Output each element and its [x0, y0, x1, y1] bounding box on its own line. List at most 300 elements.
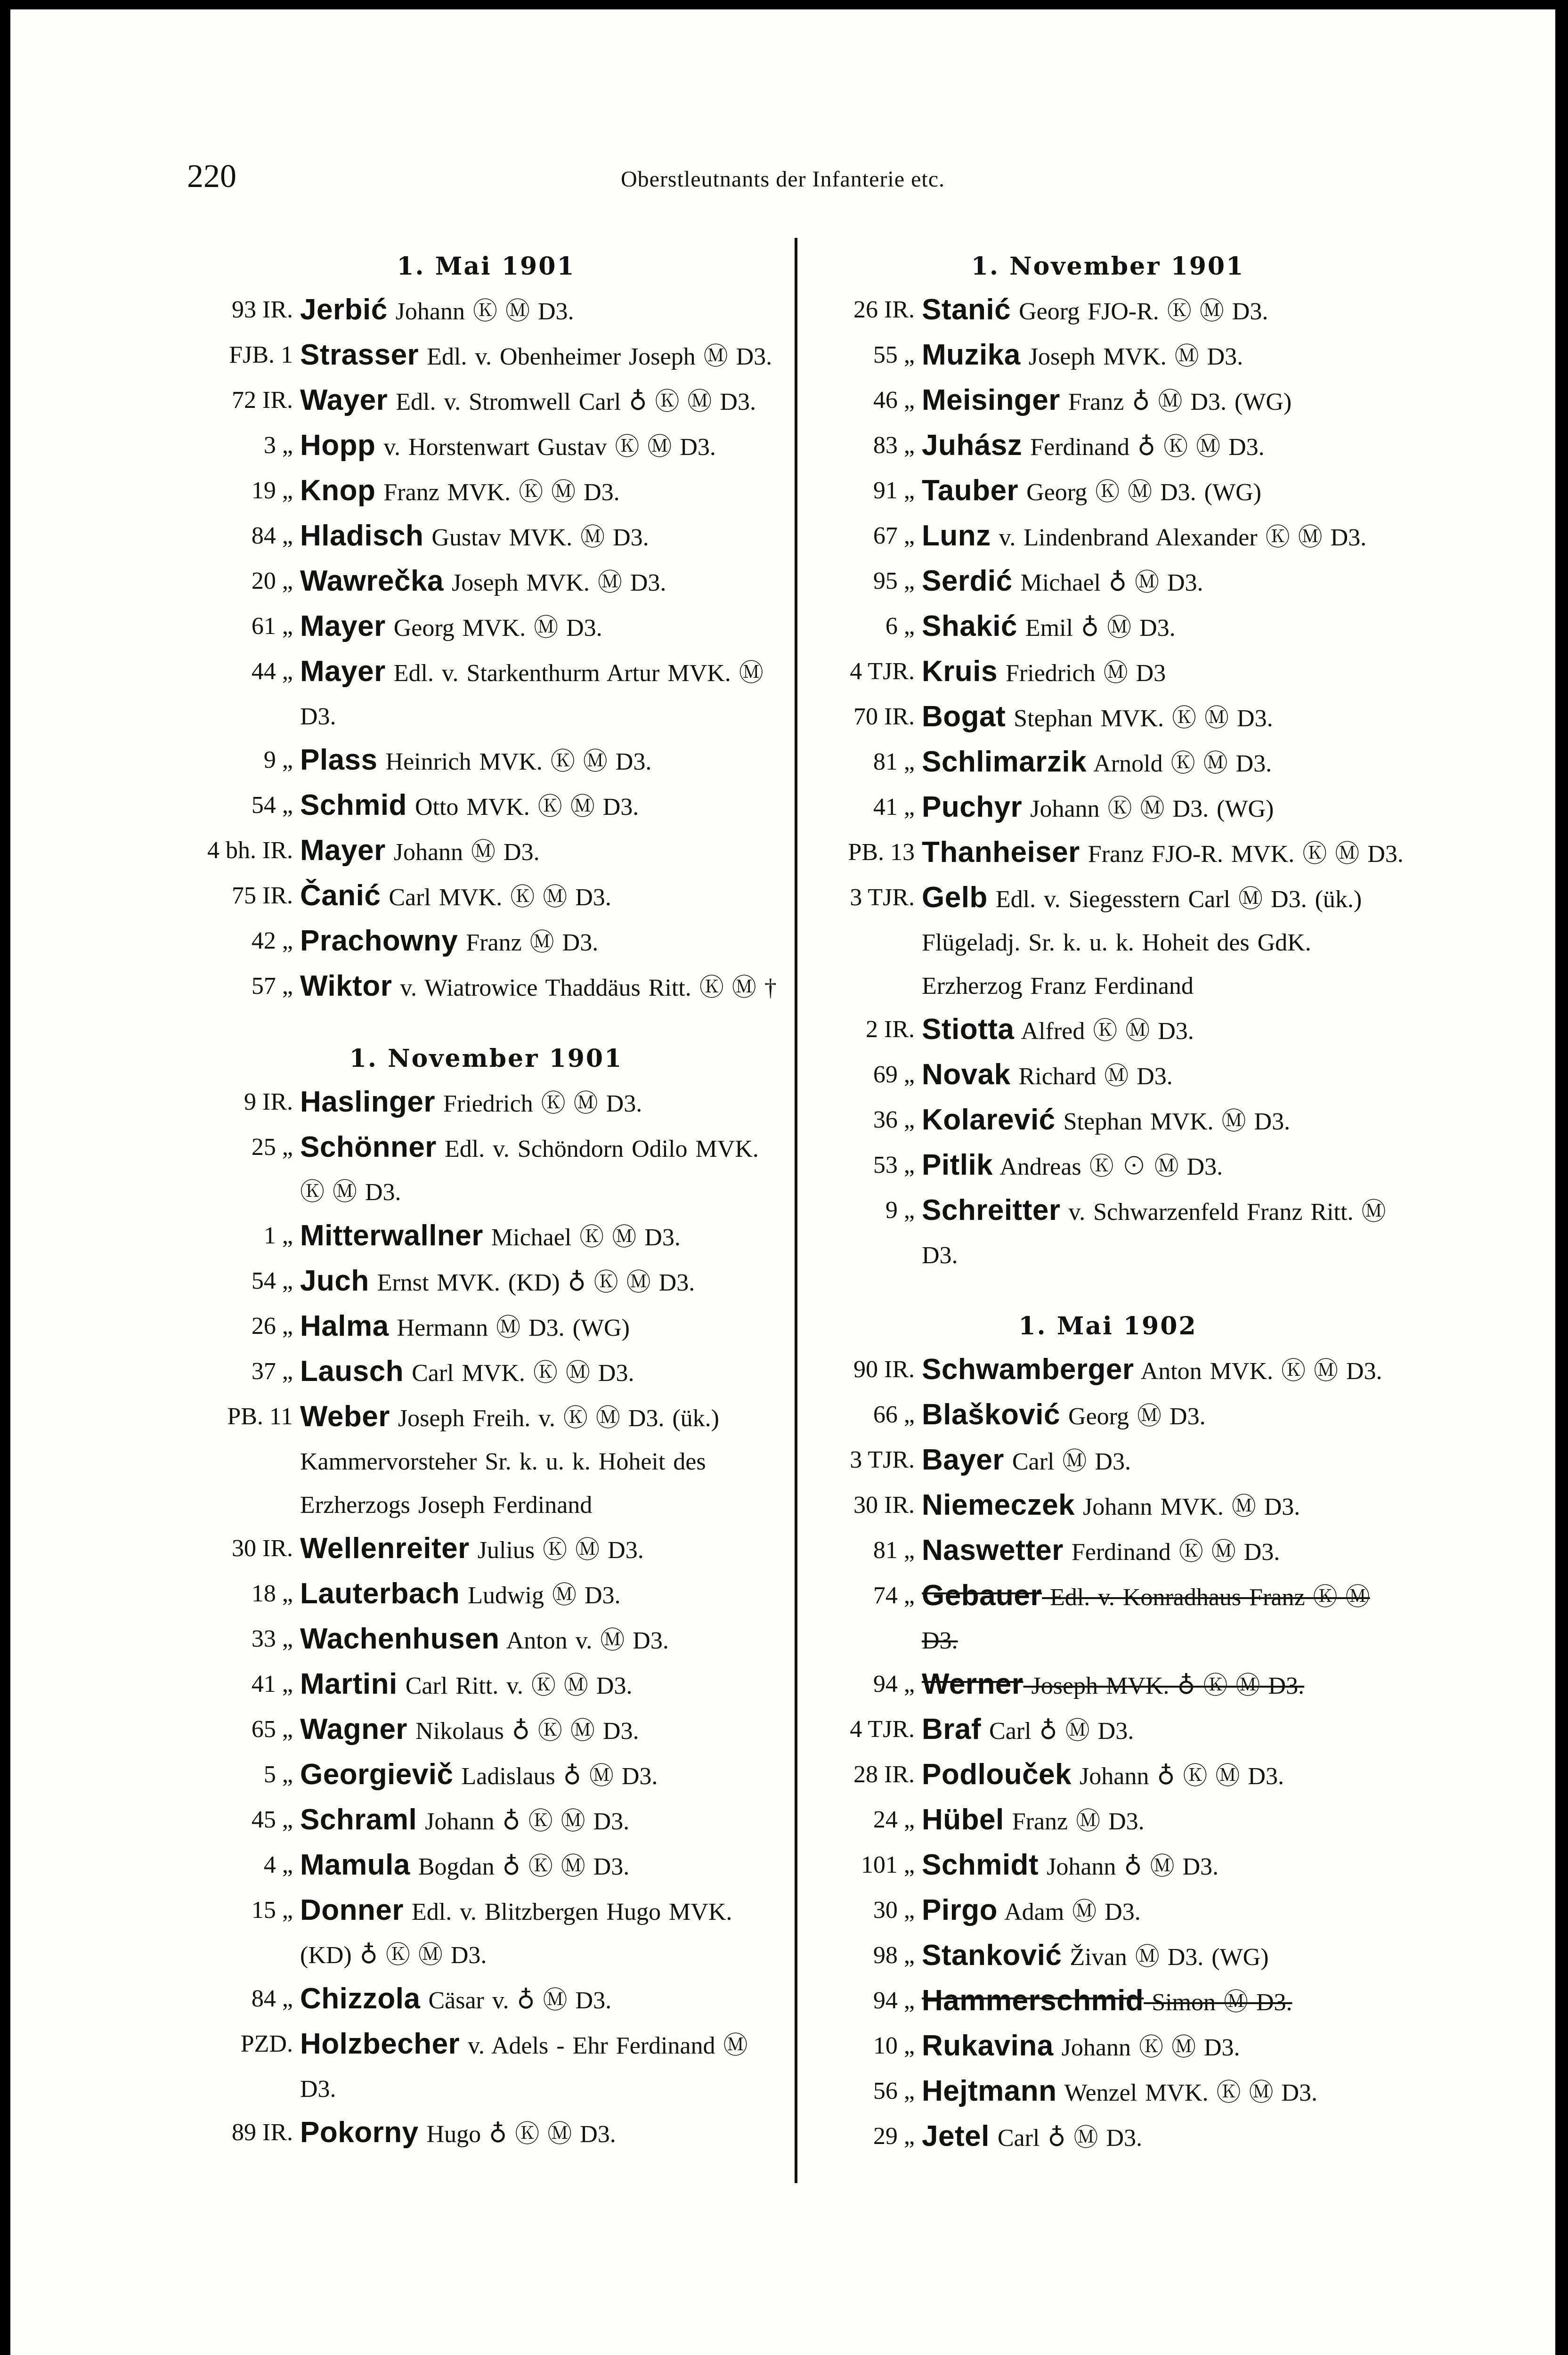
entry-text	[300, 1080, 790, 1126]
officer-entry	[182, 379, 790, 424]
entry-text	[922, 514, 1412, 560]
officer-surname: Hladisch	[300, 520, 424, 552]
officer-surname: Niemeczek	[922, 1489, 1075, 1521]
officer-details: v. Horstenwart Gustav Ⓚ Ⓜ D3.	[383, 434, 716, 461]
regiment-unit: 101 „	[861, 1852, 915, 1878]
officer-details: Edl. v. Schöndorn Odilo MVK. Ⓚ Ⓜ D3.	[300, 1136, 759, 1206]
officer-details: v. Adels - Ehr Ferdinand Ⓜ D3.	[300, 2032, 748, 2103]
officer-surname: Juhász	[922, 429, 1023, 462]
regiment-unit: 26 „	[251, 1313, 293, 1340]
section-heading: 1. November 1901	[349, 1044, 623, 1073]
officer-details: Friedrich Ⓚ Ⓜ D3.	[443, 1090, 642, 1117]
officer-entry	[804, 1189, 1412, 1277]
regiment-unit: 54 „	[251, 1267, 293, 1294]
officer-entry	[804, 740, 1412, 786]
officer-entry	[804, 1843, 1412, 1889]
entry-text	[922, 2070, 1412, 2115]
officer-surname: Strasser	[300, 339, 419, 371]
officer-entry	[804, 2070, 1412, 2115]
officer-entry	[804, 695, 1412, 740]
officer-details: Ferdinand ♁ Ⓚ Ⓜ D3.	[1030, 434, 1265, 461]
regiment-unit: 20 „	[251, 568, 293, 594]
entry-text	[922, 1438, 1412, 1484]
officer-entry	[804, 1484, 1412, 1529]
officer-entry	[182, 1617, 790, 1663]
officer-entry	[182, 1395, 790, 1527]
entry-text	[300, 1572, 790, 1617]
officer-surname: Stanković	[922, 1939, 1062, 1972]
officer-surname: Jetel	[922, 2120, 990, 2152]
officer-details: Anton MVK. Ⓚ Ⓜ D3.	[1140, 1358, 1382, 1385]
officer-details: Edl. v. Siegesstern Carl Ⓜ D3. (ük.) Flügeladj. Sr. k. u. k. Hoheit des GdK. Erzherzog Franz Ferdinand	[922, 886, 1362, 999]
officer-details: Arnold Ⓚ Ⓜ D3.	[1093, 750, 1272, 777]
officer-details: Joseph MVK. ♁ Ⓚ Ⓜ D3.	[1031, 1673, 1305, 1699]
officer-details: Stephan MVK. Ⓜ D3.	[1063, 1108, 1291, 1135]
document-page	[10, 9, 1555, 2355]
section-heading: 1. Mai 1901	[397, 252, 576, 281]
officer-details: Carl ♁ Ⓜ D3.	[997, 2125, 1142, 2152]
officer-surname: Gelb	[922, 881, 988, 914]
running-title: Oberstleutnants der Infanterie etc.	[620, 167, 945, 192]
entry-text	[922, 1393, 1412, 1438]
officer-surname: Plass	[300, 744, 378, 776]
officer-entry	[182, 919, 790, 965]
officer-details: Franz FJO-R. MVK. Ⓚ Ⓜ D3.	[1088, 841, 1404, 868]
officer-details: Wenzel MVK. Ⓚ Ⓜ D3.	[1064, 2079, 1318, 2106]
officer-details: Johann ♁ Ⓚ Ⓜ D3.	[1080, 1763, 1284, 1790]
officer-surname: Blašković	[922, 1398, 1061, 1431]
entry-text	[300, 1889, 790, 1977]
officer-details: Carl ♁ Ⓜ D3.	[989, 1718, 1134, 1745]
entry-text	[300, 1395, 790, 1527]
entry-text	[922, 1053, 1412, 1098]
officer-entry	[804, 1798, 1412, 1843]
entry-text	[922, 424, 1412, 469]
entry-text	[922, 695, 1412, 740]
entry-text	[922, 1663, 1412, 1708]
entry-text	[300, 1798, 790, 1843]
entry-text	[922, 2115, 1412, 2160]
regiment-unit: 18 „	[251, 1580, 293, 1607]
officer-surname: Kruis	[922, 655, 998, 688]
officer-details: Georg FJO-R. Ⓚ Ⓜ D3.	[1019, 298, 1268, 325]
officer-surname: Werner	[922, 1668, 1024, 1700]
officer-details: Georg Ⓜ D3.	[1068, 1403, 1206, 1430]
regiment-unit: 94 „	[873, 1671, 915, 1697]
officer-entry	[804, 1663, 1412, 1708]
officer-entry	[804, 1708, 1412, 1753]
officer-entry	[804, 605, 1412, 650]
officer-entry	[182, 829, 790, 874]
officer-surname: Wagner	[300, 1713, 408, 1746]
officer-entry	[182, 605, 790, 650]
officer-entry	[182, 333, 790, 379]
officer-details: Ernst MVK. (KD) ♁ Ⓚ Ⓜ D3.	[377, 1269, 695, 1296]
officer-surname: Wellenreiter	[300, 1532, 470, 1565]
regiment-unit: 4 TJR.	[850, 658, 915, 685]
regiment-unit: 57 „	[251, 973, 293, 999]
entry-text	[300, 1617, 790, 1663]
officer-surname: Muzika	[922, 339, 1021, 371]
officer-entry	[804, 379, 1412, 424]
officer-details: Joseph MVK. Ⓜ D3.	[451, 569, 666, 596]
officer-surname: Stiotta	[922, 1013, 1015, 1046]
regiment-unit: 10 „	[873, 2032, 915, 2059]
officer-surname: Mamula	[300, 1849, 410, 1881]
officer-entry	[182, 1889, 790, 1977]
officer-surname: Pokorny	[300, 2116, 419, 2149]
officer-details: Johann MVK. Ⓜ D3.	[1083, 1494, 1300, 1520]
regiment-unit: 26 IR.	[853, 296, 915, 323]
entry-text	[300, 379, 790, 424]
entry-text	[922, 469, 1412, 514]
regiment-unit: 24 „	[873, 1806, 915, 1833]
entry-text	[922, 876, 1412, 1008]
entry-text	[922, 1753, 1412, 1798]
regiment-unit: 28 IR.	[853, 1761, 915, 1788]
regiment-unit: 53 „	[873, 1152, 915, 1178]
entry-text	[300, 2022, 790, 2111]
regiment-unit: 1 „	[263, 1222, 293, 1249]
officer-surname: Martini	[300, 1668, 398, 1700]
officer-details: Alfred Ⓚ Ⓜ D3.	[1021, 1018, 1194, 1045]
regiment-unit: 83 „	[873, 432, 915, 459]
entry-text	[300, 829, 790, 874]
entry-text	[922, 333, 1412, 379]
officer-entry	[182, 560, 790, 605]
regiment-unit: 2 IR.	[866, 1016, 915, 1043]
entry-text	[922, 1798, 1412, 1843]
regiment-unit: 94 „	[873, 1987, 915, 2014]
regiment-unit: 54 „	[251, 792, 293, 819]
officer-entry	[182, 1259, 790, 1305]
officer-details: Carl MVK. Ⓚ Ⓜ D3.	[389, 884, 611, 911]
officer-surname: Schlimarzik	[922, 746, 1087, 778]
officer-details: Joseph MVK. Ⓜ D3.	[1028, 343, 1243, 370]
officer-entry	[182, 288, 790, 333]
officer-surname: Holzbecher	[300, 2028, 460, 2060]
officer-details: Friedrich Ⓜ D3	[1005, 660, 1166, 687]
officer-surname: Hejtmann	[922, 2075, 1057, 2107]
entry-text	[922, 2024, 1412, 2070]
officer-details: Heinrich MVK. Ⓚ Ⓜ D3.	[385, 748, 652, 775]
officer-surname: Hübel	[922, 1803, 1004, 1836]
regiment-unit: 81 „	[873, 748, 915, 775]
regiment-unit: 84 „	[251, 1985, 293, 2012]
officer-details: Adam Ⓜ D3.	[1004, 1899, 1141, 1925]
entry-text	[922, 379, 1412, 424]
regiment-unit: 15 „	[251, 1897, 293, 1924]
officer-entry	[182, 1214, 790, 1259]
entry-text	[922, 1889, 1412, 1934]
officer-surname: Georgievič	[300, 1758, 454, 1791]
officer-details: Joseph Freih. v. Ⓚ Ⓜ D3. (ük.) Kammervorsteher Sr. k. u. k. Hoheit des Erzherzogs Joseph Ferdinand	[300, 1405, 720, 1519]
entry-text	[922, 740, 1412, 786]
officer-details: Stephan MVK. Ⓚ Ⓜ D3.	[1014, 705, 1273, 732]
officer-entry	[182, 739, 790, 784]
officer-details: Georg MVK. Ⓜ D3.	[393, 615, 602, 642]
officer-entry	[804, 876, 1412, 1008]
officer-entry	[804, 1934, 1412, 1979]
officer-details: Edl. v. Starkenthurm Artur MVK. Ⓜ D3.	[300, 660, 764, 730]
entry-text	[922, 831, 1412, 876]
officer-surname: Shakić	[922, 610, 1017, 642]
entry-text	[300, 424, 790, 469]
officer-entry	[804, 1889, 1412, 1934]
section-gap	[804, 1277, 1412, 1305]
officer-surname: Weber	[300, 1400, 390, 1433]
officer-entry	[804, 1098, 1412, 1144]
section-gap	[182, 1010, 790, 1037]
page-header	[10, 158, 1555, 210]
officer-surname: Wiktor	[300, 970, 392, 1002]
officer-details: Emil ♁ Ⓜ D3.	[1025, 615, 1176, 642]
officer-entry	[182, 874, 790, 919]
regiment-unit: 3 „	[263, 432, 293, 459]
officer-entry	[804, 2024, 1412, 2070]
officer-surname: Rukavina	[922, 2030, 1054, 2062]
officer-details: Simon Ⓜ D3.	[1152, 1989, 1292, 2016]
entry-text	[922, 605, 1412, 650]
officer-entry	[804, 1438, 1412, 1484]
officer-surname: Bayer	[922, 1444, 1004, 1476]
officer-surname: Schwamberger	[922, 1353, 1134, 1386]
regiment-unit: 41 „	[251, 1671, 293, 1697]
officer-entry	[804, 1529, 1412, 1574]
officer-details: Johann ♁ Ⓜ D3.	[1047, 1853, 1219, 1880]
section-heading: 1. November 1901	[971, 252, 1245, 281]
officer-details: Edl. v. Obenheimer Joseph Ⓜ D3.	[427, 343, 772, 370]
regiment-unit: 93 IR.	[232, 296, 293, 323]
officer-surname: Mitterwallner	[300, 1219, 483, 1252]
regiment-unit: 29 „	[873, 2123, 915, 2150]
officer-entry	[182, 424, 790, 469]
regiment-unit: 45 „	[251, 1806, 293, 1833]
entry-text	[300, 965, 790, 1010]
entry-text	[922, 1574, 1412, 1663]
officer-entry	[182, 1572, 790, 1617]
officer-surname: Knop	[300, 474, 376, 507]
regiment-unit: 98 „	[873, 1942, 915, 1969]
entry-text	[300, 874, 790, 919]
entry-text	[300, 560, 790, 605]
officer-details: Ferdinand Ⓚ Ⓜ D3.	[1071, 1539, 1280, 1566]
officer-details: Edl. v. Konradhaus Franz Ⓚ Ⓜ D3.	[922, 1584, 1370, 1654]
entry-text	[300, 919, 790, 965]
regiment-unit: 9 „	[263, 747, 293, 773]
entry-text	[300, 650, 790, 739]
officer-entry	[182, 650, 790, 739]
officer-surname: Hopp	[300, 429, 376, 462]
officer-details: Otto MVK. Ⓚ Ⓜ D3.	[414, 794, 639, 820]
officer-details: Johann Ⓚ Ⓜ D3. (WG)	[1030, 796, 1274, 822]
officer-entry	[804, 1753, 1412, 1798]
regiment-unit: 46 „	[873, 387, 915, 414]
officer-details: Carl Ritt. v. Ⓚ Ⓜ D3.	[405, 1673, 633, 1699]
regiment-unit: 95 „	[873, 568, 915, 594]
regiment-unit: 66 „	[873, 1401, 915, 1428]
officer-details: Edl. v. Stromwell Carl ♁ Ⓚ Ⓜ D3.	[396, 389, 756, 415]
regiment-unit: PZD.	[240, 2030, 293, 2057]
regiment-unit: 42 „	[251, 927, 293, 954]
officer-entry	[182, 1798, 790, 1843]
regiment-unit: 25 „	[251, 1134, 293, 1161]
regiment-unit: 70 IR.	[853, 703, 915, 730]
officer-surname: Lausch	[300, 1355, 404, 1388]
officer-entry	[182, 1527, 790, 1572]
entry-text	[922, 1144, 1412, 1189]
officer-details: Andreas Ⓚ ⊙ Ⓜ D3.	[999, 1153, 1223, 1180]
entry-text	[922, 1708, 1412, 1753]
officer-surname: Haslinger	[300, 1086, 436, 1118]
officer-details: Franz Ⓜ D3.	[466, 929, 599, 956]
regiment-unit: PB. 11	[227, 1403, 293, 1430]
regiment-unit: 91 „	[873, 477, 915, 504]
officer-details: Hermann Ⓜ D3. (WG)	[397, 1315, 630, 1341]
officer-entry	[804, 469, 1412, 514]
entry-text	[922, 1979, 1412, 2024]
regiment-unit: 6 „	[885, 613, 915, 640]
regiment-unit: 55 „	[873, 341, 915, 368]
regiment-unit: 5 „	[263, 1761, 293, 1788]
entry-text	[922, 1843, 1412, 1889]
officer-surname: Naswetter	[922, 1534, 1064, 1567]
entry-text	[300, 739, 790, 784]
officer-surname: Stanić	[922, 293, 1011, 326]
officer-entry	[804, 1348, 1412, 1393]
officer-details: Michael Ⓚ Ⓜ D3.	[491, 1224, 681, 1251]
officer-details: Edl. v. Blitzbergen Hugo MVK. (KD) ♁ Ⓚ Ⓜ D3.	[300, 1899, 732, 1969]
officer-details: Anton v. Ⓜ D3.	[506, 1627, 669, 1654]
officer-entry	[182, 2022, 790, 2111]
regiment-unit: 75 IR.	[232, 882, 293, 909]
officer-entry	[182, 1753, 790, 1798]
officer-entry	[804, 333, 1412, 379]
entry-text	[300, 1350, 790, 1395]
officer-entry	[804, 1144, 1412, 1189]
officer-surname: Kolarević	[922, 1104, 1056, 1136]
officer-entry	[804, 831, 1412, 876]
officer-details: Gustav MVK. Ⓜ D3.	[431, 524, 649, 551]
officer-details: Franz MVK. Ⓚ Ⓜ D3.	[383, 479, 620, 506]
section-heading: 1. Mai 1902	[1018, 1312, 1197, 1340]
officer-entry	[804, 2115, 1412, 2160]
officer-details: Julius Ⓚ Ⓜ D3.	[477, 1537, 644, 1564]
officer-entry	[182, 1126, 790, 1214]
regiment-unit: 30 „	[873, 1897, 915, 1924]
officer-entry	[804, 1393, 1412, 1438]
entry-text	[300, 784, 790, 829]
officer-entry	[804, 1008, 1412, 1053]
entry-text	[300, 605, 790, 650]
officer-details: Carl Ⓜ D3.	[1012, 1448, 1131, 1475]
officer-surname: Wachenhusen	[300, 1623, 500, 1655]
officer-surname: Mayer	[300, 610, 386, 642]
officer-surname: Lunz	[922, 520, 991, 552]
entry-text	[300, 2111, 790, 2156]
officer-details: v. Schwarzenfeld Franz Ritt. Ⓜ D3.	[922, 1199, 1386, 1269]
officer-entry	[182, 1350, 790, 1395]
officer-entry	[182, 469, 790, 514]
officer-entry	[804, 650, 1412, 695]
officer-surname: Wayer	[300, 384, 388, 416]
officer-surname: Hammerschmid	[922, 1984, 1144, 2017]
officer-surname: Serdić	[922, 565, 1013, 597]
regiment-unit: 89 IR.	[232, 2119, 293, 2146]
entry-text	[300, 1708, 790, 1753]
regiment-unit: PB. 13	[848, 839, 915, 866]
regiment-unit: 81 „	[873, 1537, 915, 1564]
regiment-unit: 72 IR.	[232, 387, 293, 414]
officer-surname: Schmidt	[922, 1849, 1039, 1881]
entry-text	[922, 1189, 1412, 1277]
entry-text	[300, 1305, 790, 1350]
officer-surname: Tauber	[922, 474, 1019, 507]
entry-text	[300, 288, 790, 333]
officer-details: v. Lindenbrand Alexander Ⓚ Ⓜ D3.	[999, 524, 1367, 551]
officer-surname: Juch	[300, 1265, 369, 1297]
entry-text	[922, 650, 1412, 695]
entry-text	[300, 333, 790, 379]
regiment-unit: 3 TJR.	[850, 1446, 915, 1473]
officer-entry	[182, 1843, 790, 1889]
column-divider	[795, 238, 797, 2183]
regiment-unit: 4 bh. IR.	[207, 837, 293, 864]
regiment-unit: 74 „	[873, 1582, 915, 1609]
officer-surname: Prachowny	[300, 925, 458, 957]
officer-entry	[182, 784, 790, 829]
regiment-unit: 30 IR.	[232, 1535, 293, 1562]
officer-details: Hugo ♁ Ⓚ Ⓜ D3.	[426, 2121, 616, 2148]
officer-entry	[804, 514, 1412, 560]
regiment-unit: 36 „	[873, 1106, 915, 1133]
entry-text	[300, 1663, 790, 1708]
officer-surname: Schönner	[300, 1131, 437, 1163]
entry-text	[922, 1529, 1412, 1574]
entry-text	[300, 469, 790, 514]
officer-details: Carl MVK. Ⓚ Ⓜ D3.	[412, 1360, 634, 1387]
entry-text	[300, 1214, 790, 1259]
regiment-unit: 41 „	[873, 794, 915, 820]
officer-surname: Mayer	[300, 655, 386, 688]
officer-details: Ludwig Ⓜ D3.	[468, 1582, 621, 1609]
officer-entry	[804, 1979, 1412, 2024]
officer-details: Michael ♁ Ⓜ D3.	[1020, 569, 1203, 596]
officer-entry	[182, 1663, 790, 1708]
officer-surname: Donner	[300, 1894, 404, 1926]
entry-text	[922, 560, 1412, 605]
entry-text	[300, 1126, 790, 1214]
officer-details: Johann ♁ Ⓚ Ⓜ D3.	[425, 1808, 630, 1835]
entry-text	[922, 1098, 1412, 1144]
officer-details: Nikolaus ♁ Ⓚ Ⓜ D3.	[415, 1718, 639, 1745]
officer-details: Franz ♁ Ⓜ D3. (WG)	[1068, 389, 1292, 415]
regiment-unit: 65 „	[251, 1716, 293, 1743]
officer-details: Ladislaus ♁ Ⓜ D3.	[461, 1763, 658, 1790]
regiment-unit: 44 „	[251, 658, 293, 685]
regiment-unit: 33 „	[251, 1625, 293, 1652]
entry-text	[300, 1753, 790, 1798]
right-column	[804, 245, 1412, 2160]
regiment-unit: FJB. 1	[229, 341, 293, 368]
regiment-unit: 61 „	[251, 613, 293, 640]
regiment-unit: 3 TJR.	[850, 884, 915, 911]
officer-entry	[804, 1574, 1412, 1663]
officer-entry	[182, 514, 790, 560]
regiment-unit: 4 „	[263, 1852, 293, 1878]
regiment-unit: 9 IR.	[244, 1088, 293, 1115]
officer-entry	[804, 560, 1412, 605]
